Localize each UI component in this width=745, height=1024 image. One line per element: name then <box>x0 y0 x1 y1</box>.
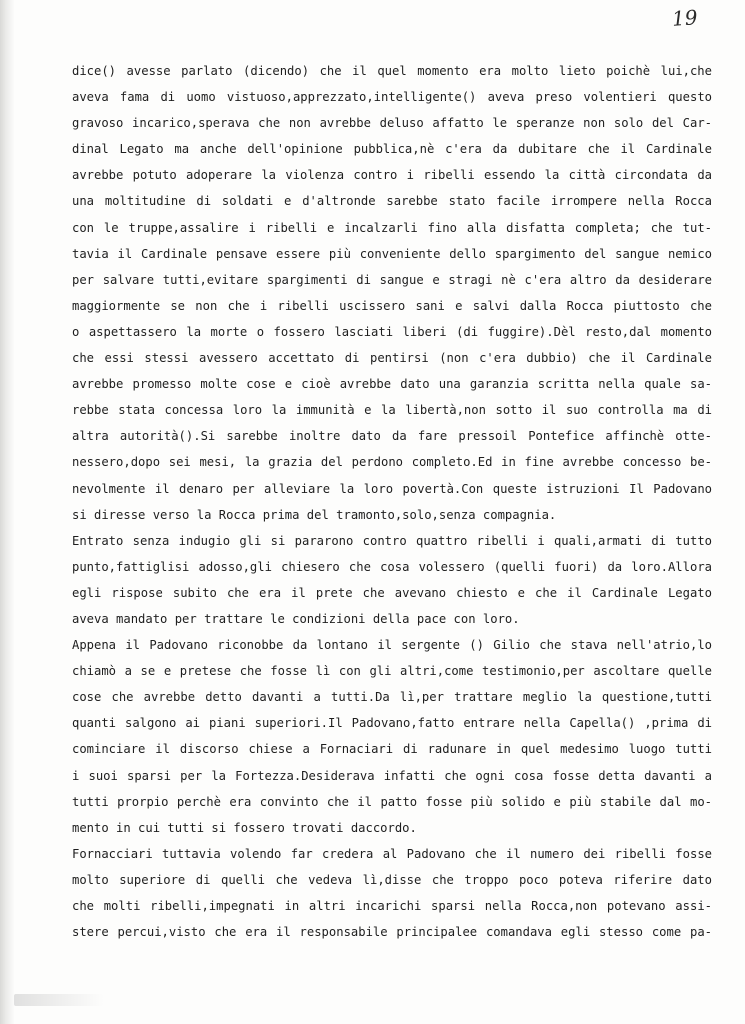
text-line: si diresse verso la Rocca prima del tramonto,solo,senza compagnia. <box>72 507 557 522</box>
text-line: una moltitudine di soldati e d'altronde sarebbe stato facile irrompere nella Rocca <box>72 194 712 209</box>
text-line: Fornacciari tuttavia volendo far credera al Padovano che il numero dei ribelli fosse <box>72 846 712 861</box>
text-line: maggiormente se non che i ribelli uscissero sani e salvi dalla Rocca piuttosto che <box>72 298 712 313</box>
text-line: stere percui,visto che era il responsabile principalee comandava egli stesso come pa- <box>72 925 712 940</box>
body-text <box>72 58 712 945</box>
text-line: egli rispose subito che era il prete che avevano chiesto e che il Cardinale Legato <box>72 585 712 600</box>
text-line: avrebbe potuto adoperare la violenza contro i ribelli essendo la città circondata da <box>72 168 712 183</box>
text-line: cominciare il discorso chiese a Fornaciari di radunare in quel medesimo luogo tutti <box>72 742 712 757</box>
text-line: rebbe stata concessa loro la immunità e la libertà,non sotto il suo controlla ma di <box>72 403 712 418</box>
page-number: 19 <box>671 5 699 31</box>
text-line: per salvare tutti,evitare spargimenti di sangue e stragi nè c'era altro da desiderare <box>72 272 712 287</box>
text-line: punto,fattiglisi adosso,gli chiesero che cosa volessero (quelli fuori) da loro.Allora <box>72 559 712 574</box>
text-line: dinal Legato ma anche dell'opinione pubblica,nè c'era da dubitare che il Cardinale <box>72 142 712 157</box>
text-line: che essi stessi avessero accettato di pentirsi (non c'era dubbio) che il Cardinale <box>72 351 712 366</box>
text-line: quanti salgono ai piani superiori.Il Padovano,fatto entrare nella Capella() ,prima di <box>72 716 712 731</box>
text-line: nevolmente il denaro per alleviare la loro povertà.Con queste istruzioni Il Padovano <box>72 481 712 496</box>
text-line: che molti ribelli,impegnati in altri incarichi sparsi nella Rocca,non potevano assi- <box>72 899 712 913</box>
text-line: nessero,dopo sei mesi, la grazia del perdono completo.Ed in fine avrebbe concesso be- <box>72 455 712 470</box>
text-line: tutti prorpio perchè era convinto che il patto fosse più solido e più stabile dal mo- <box>72 794 712 809</box>
text-line: cose che avrebbe detto davanti a tutti.Da lì,per trattare meglio la questione,tutti <box>72 690 712 705</box>
page-binding-edge <box>0 0 14 1024</box>
text-line: aveva mandato per trattare le condizioni della pace con loro. <box>72 611 520 626</box>
text-line: chiamò a se e pretese che fosse lì con gli altri,come testimonio,per ascoltare quelle <box>72 664 712 679</box>
text-line: Entrato senza indugio gli si pararono contro quattro ribelli i quali,armati di tutto <box>72 533 712 548</box>
text-line: altra autorità().Si sarebbe inoltre dato da fare pressoil Pontefice affinchè otte- <box>72 429 712 444</box>
text-line: o aspettassero la morte o fossero lasciati liberi (di fuggire).Dèl resto,dal momento <box>72 324 712 339</box>
text-line: aveva fama di uomo vistuoso,apprezzato,intelligente() aveva preso volentieri questo <box>72 90 712 105</box>
text-line: gravoso incarico,sperava che non avrebbe deluso affatto le speranze non solo del Car- <box>72 116 712 131</box>
text-line: tavia il Cardinale pensave essere più conveniente dello spargimento del sangue nemico <box>72 246 712 261</box>
scan-smudge <box>14 994 104 1006</box>
text-line: con le truppe,assalire i ribelli e incalzarli fino alla disfatta completa; che tut- <box>72 220 712 235</box>
text-line: i suoi sparsi per la Fortezza.Desiderava infatti che ogni cosa fosse detta davanti a <box>72 768 712 783</box>
text-line: avrebbe promesso molte cose e cioè avrebbe dato una garanzia scritta nella quale sa- <box>72 377 712 392</box>
text-line: mento in cui tutti si fossero trovati daccordo. <box>72 820 417 835</box>
text-line: dice() avesse parlato (dicendo) che il quel momento era molto lieto poichè lui,che <box>72 64 712 78</box>
text-line: Appena il Padovano riconobbe da lontano il sergente () Gilio che stava nell'atrio,lo <box>72 638 712 653</box>
text-line: molto superiore di quelli che vedeva lì,disse che troppo poco poteva riferire dato <box>72 872 712 887</box>
